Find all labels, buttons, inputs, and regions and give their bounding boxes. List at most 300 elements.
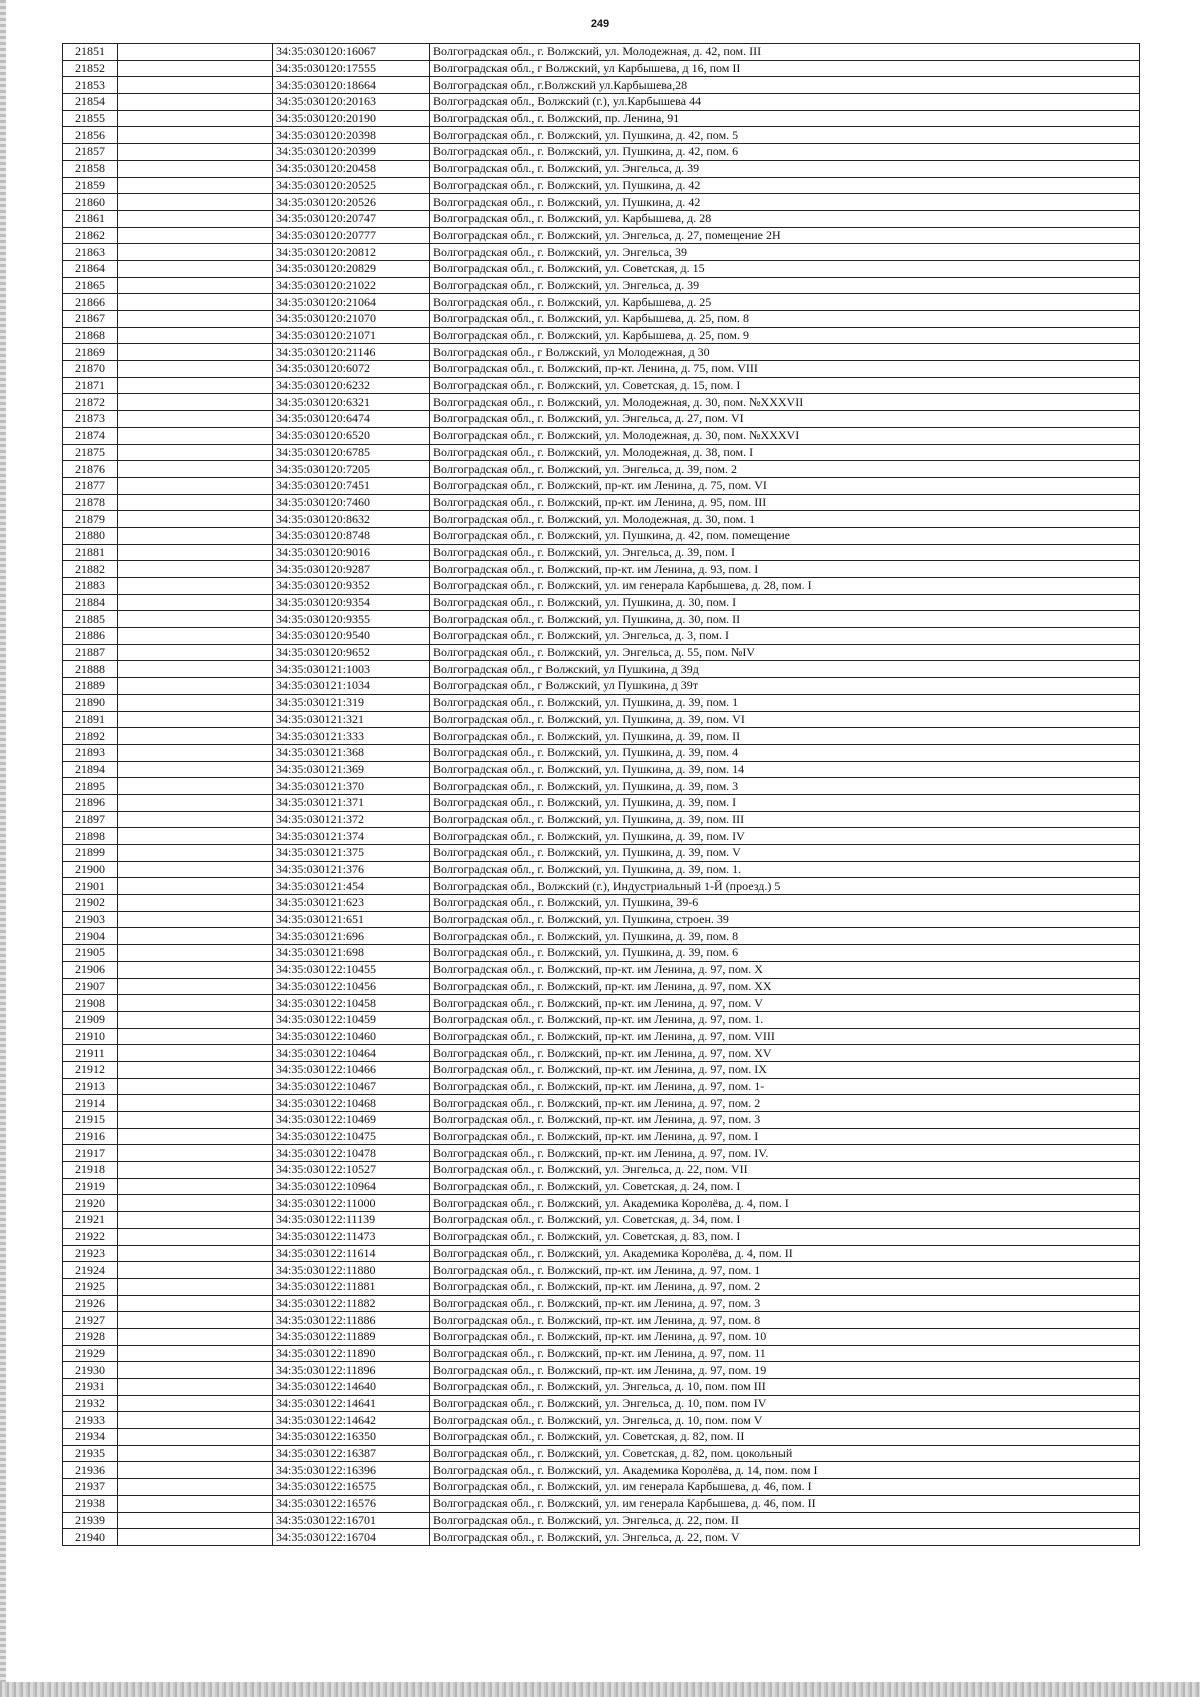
blank-cell [118,1412,273,1429]
blank-cell [118,1529,273,1546]
row-number: 21904 [63,928,118,945]
row-number: 21862 [63,227,118,244]
address: Волгоградская обл., г. Волжский, ул. Молодежная, д. 30, пом. №XXXVII [430,394,1140,411]
table-row [63,544,1140,561]
blank-cell [118,194,273,211]
table-row [63,511,1140,528]
table-row [63,1395,1140,1412]
table-row [63,611,1140,628]
cadastral-number: 34:35:030120:6520 [273,427,430,444]
address: Волгоградская обл., г. Волжский, ул. Пушкина, д. 39, пом. 3 [430,778,1140,795]
blank-cell [118,661,273,678]
row-number: 21853 [63,77,118,94]
cadastral-number: 34:35:030122:10468 [273,1095,430,1112]
table-row [63,277,1140,294]
address: Волгоградская обл., г Волжский, ул Карбышева, д 16, пом II [430,60,1140,77]
table-row [63,744,1140,761]
row-number: 21879 [63,511,118,528]
blank-cell [118,1362,273,1379]
address: Волгоградская обл., г. Волжский, ул. Карбышева, д. 28 [430,210,1140,227]
row-number: 21852 [63,60,118,77]
blank-cell [118,144,273,161]
blank-cell [118,1178,273,1195]
cadastral-number: 34:35:030122:10456 [273,978,430,995]
address: Волгоградская обл., г. Волжский, пр-кт. им Ленина, д. 97, пом. 11 [430,1345,1140,1362]
table-row [63,594,1140,611]
address: Волгоградская обл., г. Волжский, ул. Пушкина, д. 39, пом. V [430,845,1140,862]
blank-cell [118,277,273,294]
cadastral-number: 34:35:030121:368 [273,744,430,761]
address: Волгоградская обл., г. Волжский, пр-кт. им Ленина, д. 97, пом. 19 [430,1362,1140,1379]
address: Волгоградская обл., г. Волжский, ул. Советская, д. 24, пом. I [430,1178,1140,1195]
table-row [63,861,1140,878]
table-row [63,1162,1140,1179]
blank-cell [118,461,273,478]
row-number: 21900 [63,861,118,878]
cadastral-number: 34:35:030120:20526 [273,194,430,211]
cadastral-number: 34:35:030120:18664 [273,77,430,94]
row-number: 21873 [63,411,118,428]
row-number: 21925 [63,1278,118,1295]
table-row [63,1512,1140,1529]
address: Волгоградская обл., г. Волжский, ул. Энгельса, д. 39 [430,160,1140,177]
cadastral-number: 34:35:030122:10469 [273,1112,430,1129]
row-number: 21927 [63,1312,118,1329]
row-number: 21908 [63,995,118,1012]
row-number: 21882 [63,561,118,578]
row-number: 21887 [63,644,118,661]
blank-cell [118,1162,273,1179]
row-number: 21892 [63,728,118,745]
address: Волгоградская обл., г. Волжский, ул. Пушкина, д. 39, пом. III [430,811,1140,828]
row-number: 21881 [63,544,118,561]
address: Волгоградская обл., г. Волжский, пр-кт. им Ленина, д. 97, пом. 1 [430,1262,1140,1279]
table-row [63,1262,1140,1279]
row-number: 21885 [63,611,118,628]
cadastral-number: 34:35:030120:7460 [273,494,430,511]
table-row [63,1061,1140,1078]
row-number: 21901 [63,878,118,895]
blank-cell [118,1228,273,1245]
address: Волгоградская обл., г. Волжский, ул. Академика Королёва, д. 4, пом. II [430,1245,1140,1262]
blank-cell [118,911,273,928]
address: Волгоградская обл., г. Волжский, пр-кт. им Ленина, д. 97, пом. 2 [430,1095,1140,1112]
table-row [63,527,1140,544]
blank-cell [118,644,273,661]
cadastral-number: 34:35:030121:1003 [273,661,430,678]
row-number: 21883 [63,578,118,595]
row-number: 21876 [63,461,118,478]
blank-cell [118,778,273,795]
cadastral-number: 34:35:030120:6474 [273,411,430,428]
row-number: 21939 [63,1512,118,1529]
table-row [63,127,1140,144]
table-row [63,244,1140,261]
table-row [63,1529,1140,1546]
cadastral-number: 34:35:030122:11139 [273,1212,430,1229]
blank-cell [118,995,273,1012]
blank-cell [118,1479,273,1496]
blank-cell [118,1028,273,1045]
cadastral-number: 34:35:030122:11882 [273,1295,430,1312]
table-row [63,945,1140,962]
blank-cell [118,928,273,945]
cadastral-number: 34:35:030120:6072 [273,361,430,378]
blank-cell [118,177,273,194]
table-row [63,311,1140,328]
blank-cell [118,494,273,511]
cadastral-number: 34:35:030120:20747 [273,210,430,227]
table-row [63,1312,1140,1329]
cadastral-number: 34:35:030122:11886 [273,1312,430,1329]
address: Волгоградская обл., г. Волжский, ул. Энгельса, д. 39, пом. I [430,544,1140,561]
cadastral-number: 34:35:030120:16067 [273,44,430,61]
cadastral-number: 34:35:030122:16701 [273,1512,430,1529]
table-row [63,294,1140,311]
cadastral-number: 34:35:030121:698 [273,945,430,962]
row-number: 21910 [63,1028,118,1045]
blank-cell [118,477,273,494]
cadastral-number: 34:35:030121:372 [273,811,430,828]
row-number: 21860 [63,194,118,211]
table-row [63,194,1140,211]
address: Волгоградская обл., г. Волжский, ул. Молодежная, д. 30, пом. №XXXVI [430,427,1140,444]
blank-cell [118,60,273,77]
table-row [63,44,1140,61]
address: Волгоградская обл., г. Волжский, ул. Пушкина, строен. 39 [430,911,1140,928]
blank-cell [118,961,273,978]
cadastral-number: 34:35:030121:374 [273,828,430,845]
blank-cell [118,1328,273,1345]
blank-cell [118,1512,273,1529]
address: Волгоградская обл., г. Волжский, пр-кт. им Ленина, д. 75, пом. VI [430,477,1140,494]
blank-cell [118,945,273,962]
blank-cell [118,44,273,61]
row-number: 21930 [63,1362,118,1379]
blank-cell [118,611,273,628]
table-row [63,794,1140,811]
address: Волгоградская обл., г. Волжский, ул. Пушкина, д. 30, пом. II [430,611,1140,628]
property-register-table [62,43,1140,1546]
cadastral-number: 34:35:030120:8632 [273,511,430,528]
blank-cell [118,1212,273,1229]
cadastral-number: 34:35:030122:11473 [273,1228,430,1245]
scan-edge-bottom [0,1682,1200,1697]
address: Волгоградская обл., г. Волжский, ул. Карбышева, д. 25 [430,294,1140,311]
table-row [63,1245,1140,1262]
row-number: 21928 [63,1328,118,1345]
address: Волгоградская обл., г. Волжский, ул. Пушкина, д. 42 [430,194,1140,211]
table-row [63,1011,1140,1028]
cadastral-number: 34:35:030122:10464 [273,1045,430,1062]
row-number: 21924 [63,1262,118,1279]
row-number: 21854 [63,94,118,111]
blank-cell [118,1462,273,1479]
blank-cell [118,1495,273,1512]
table-row [63,644,1140,661]
cadastral-number: 34:35:030120:21071 [273,327,430,344]
row-number: 21912 [63,1061,118,1078]
cadastral-number: 34:35:030122:10455 [273,961,430,978]
blank-cell [118,527,273,544]
row-number: 21863 [63,244,118,261]
address: Волгоградская обл., г. Волжский, ул. Пушкина, д. 42, пом. 6 [430,144,1140,161]
blank-cell [118,411,273,428]
table-row [63,1178,1140,1195]
cadastral-number: 34:35:030122:11890 [273,1345,430,1362]
address: Волгоградская обл., г. Волжский, ул. Карбышева, д. 25, пом. 9 [430,327,1140,344]
address: Волгоградская обл., г. Волжский, пр-кт. им Ленина, д. 97, пом. V [430,995,1140,1012]
cadastral-number: 34:35:030120:9016 [273,544,430,561]
table-row [63,1495,1140,1512]
row-number: 21918 [63,1162,118,1179]
table-row [63,761,1140,778]
table-row [63,811,1140,828]
row-number: 21884 [63,594,118,611]
blank-cell [118,1379,273,1396]
row-number: 21905 [63,945,118,962]
blank-cell [118,444,273,461]
row-number: 21870 [63,361,118,378]
table-row [63,1028,1140,1045]
blank-cell [118,260,273,277]
table-row [63,177,1140,194]
address: Волгоградская обл., г. Волжский, ул. Энгельса, д. 22, пом. VII [430,1162,1140,1179]
table-row [63,1429,1140,1446]
address: Волгоградская обл., г. Волжский, ул. Пушкина, д. 39, пом. 4 [430,744,1140,761]
row-number: 21898 [63,828,118,845]
address: Волгоградская обл., г. Волжский, ул. Пушкина, д. 42 [430,177,1140,194]
blank-cell [118,1245,273,1262]
address: Волгоградская обл., г. Волжский, пр-кт. им Ленина, д. 97, пом. XX [430,978,1140,995]
row-number: 21933 [63,1412,118,1429]
row-number: 21914 [63,1095,118,1112]
cadastral-number: 34:35:030121:454 [273,878,430,895]
address: Волгоградская обл., г. Волжский, ул. Энгельса, д. 39 [430,277,1140,294]
cadastral-number: 34:35:030120:9287 [273,561,430,578]
row-number: 21857 [63,144,118,161]
address: Волгоградская обл., г. Волжский, пр-кт. Ленина, д. 75, пом. VIII [430,361,1140,378]
table-row [63,845,1140,862]
table-row [63,828,1140,845]
blank-cell [118,294,273,311]
address: Волгоградская обл., г. Волжский, пр-кт. им Ленина, д. 97, пом. 3 [430,1295,1140,1312]
address: Волгоградская обл., г Волжский, ул Пушкина, д 39д [430,661,1140,678]
cadastral-number: 34:35:030122:11880 [273,1262,430,1279]
row-number: 21859 [63,177,118,194]
address: Волгоградская обл., г. Волжский, ул. Энгельса, д. 27, помещение 2Н [430,227,1140,244]
address: Волгоградская обл., г. Волжский, пр-кт. им Ленина, д. 93, пом. I [430,561,1140,578]
address: Волгоградская обл., г. Волжский, ул. Академика Королёва, д. 4, пом. I [430,1195,1140,1212]
table-row [63,694,1140,711]
table-row [63,394,1140,411]
row-number: 21916 [63,1128,118,1145]
address: Волгоградская обл., г. Волжский, пр-кт. им Ленина, д. 97, пом. 2 [430,1278,1140,1295]
address: Волгоградская обл., г. Волжский, ул. Советская, д. 34, пом. I [430,1212,1140,1229]
blank-cell [118,1045,273,1062]
address: Волгоградская обл., г. Волжский, пр-кт. им Ленина, д. 97, пом. 3 [430,1112,1140,1129]
blank-cell [118,694,273,711]
blank-cell [118,1312,273,1329]
cadastral-number: 34:35:030122:10460 [273,1028,430,1045]
blank-cell [118,1395,273,1412]
address: Волгоградская обл., г. Волжский, пр-кт. им Ленина, д. 97, пом. I [430,1128,1140,1145]
address: Волгоградская обл., г. Волжский, ул. Пушкина, 39-6 [430,895,1140,912]
table-row [63,1112,1140,1129]
cadastral-number: 34:35:030122:16350 [273,1429,430,1446]
blank-cell [118,244,273,261]
cadastral-number: 34:35:030120:8748 [273,527,430,544]
address: Волгоградская обл., г. Волжский, ул. Энгельса, д. 10, пом. пом III [430,1379,1140,1396]
cadastral-number: 34:35:030121:623 [273,895,430,912]
blank-cell [118,861,273,878]
table-row [63,928,1140,945]
blank-cell [118,127,273,144]
table-row [63,1145,1140,1162]
row-number: 21935 [63,1445,118,1462]
row-number: 21917 [63,1145,118,1162]
row-number: 21919 [63,1178,118,1195]
address: Волгоградская обл., г. Волжский, ул. Советская, д. 15 [430,260,1140,277]
blank-cell [118,1095,273,1112]
table-row [63,628,1140,645]
row-number: 21880 [63,527,118,544]
address: Волгоградская обл., г. Волжский, ул. Советская, д. 83, пом. I [430,1228,1140,1245]
cadastral-number: 34:35:030122:10475 [273,1128,430,1145]
table-row [63,895,1140,912]
table-row [63,1095,1140,1112]
address: Волгоградская обл., г Волжский, ул Молодежная, д 30 [430,344,1140,361]
blank-cell [118,110,273,127]
cadastral-number: 34:35:030120:20777 [273,227,430,244]
address: Волгоградская обл., г. Волжский, пр-кт. им Ленина, д. 97, пом. 1. [430,1011,1140,1028]
page-number: 249 [590,18,610,30]
address: Волгоградская обл., г. Волжский, ул. Энгельса, д. 55, пом. №IV [430,644,1140,661]
blank-cell [118,1112,273,1129]
row-number: 21896 [63,794,118,811]
cadastral-number: 34:35:030122:10458 [273,995,430,1012]
cadastral-number: 34:35:030121:370 [273,778,430,795]
row-number: 21869 [63,344,118,361]
row-number: 21891 [63,711,118,728]
cadastral-number: 34:35:030120:21064 [273,294,430,311]
row-number: 21897 [63,811,118,828]
table-row [63,411,1140,428]
blank-cell [118,210,273,227]
cadastral-number: 34:35:030122:14640 [273,1379,430,1396]
row-number: 21874 [63,427,118,444]
address: Волгоградская обл., г. Волжский, ул. Пушкина, д. 42, пом. помещение [430,527,1140,544]
cadastral-number: 34:35:030121:369 [273,761,430,778]
address: Волгоградская обл., г. Волжский, пр-кт. им Ленина, д. 97, пом. 8 [430,1312,1140,1329]
cadastral-number: 34:35:030120:6785 [273,444,430,461]
cadastral-number: 34:35:030122:10527 [273,1162,430,1179]
cadastral-number: 34:35:030121:696 [273,928,430,945]
cadastral-number: 34:35:030121:651 [273,911,430,928]
cadastral-number: 34:35:030120:21146 [273,344,430,361]
cadastral-number: 34:35:030120:9652 [273,644,430,661]
table-row [63,160,1140,177]
row-number: 21886 [63,628,118,645]
blank-cell [118,1429,273,1446]
blank-cell [118,578,273,595]
cadastral-number: 34:35:030120:20525 [273,177,430,194]
blank-cell [118,878,273,895]
blank-cell [118,594,273,611]
table-row [63,344,1140,361]
row-number: 21890 [63,694,118,711]
address: Волгоградская обл., г. Волжский, пр-кт. им Ленина, д. 97, пом. VIII [430,1028,1140,1045]
table-row [63,911,1140,928]
blank-cell [118,377,273,394]
table-row [63,227,1140,244]
cadastral-number: 34:35:030120:21070 [273,311,430,328]
row-number: 21938 [63,1495,118,1512]
row-number: 21913 [63,1078,118,1095]
table-row [63,1195,1140,1212]
cadastral-number: 34:35:030122:16396 [273,1462,430,1479]
cadastral-number: 34:35:030120:20398 [273,127,430,144]
address: Волгоградская обл., Волжский (г.), ул.Карбышева 44 [430,94,1140,111]
address: Волгоградская обл., г. Волжский, ул. им генерала Карбышева, д. 28, пом. I [430,578,1140,595]
row-number: 21893 [63,744,118,761]
table-row [63,94,1140,111]
table-row [63,961,1140,978]
address: Волгоградская обл., г. Волжский, ул. им генерала Карбышева, д. 46, пом. I [430,1479,1140,1496]
address: Волгоградская обл., г. Волжский, ул. Пушкина, д. 42, пом. 5 [430,127,1140,144]
table-row [63,1228,1140,1245]
address: Волгоградская обл., г. Волжский, ул. Энгельса, д. 3, пом. I [430,628,1140,645]
cadastral-number: 34:35:030122:16704 [273,1529,430,1546]
blank-cell [118,427,273,444]
cadastral-number: 34:35:030121:321 [273,711,430,728]
address: Волгоградская обл., г. Волжский, ул. Пушкина, д. 30, пом. I [430,594,1140,611]
blank-cell [118,811,273,828]
table-row [63,1379,1140,1396]
table-row [63,210,1140,227]
blank-cell [118,1262,273,1279]
blank-cell [118,394,273,411]
cadastral-number: 34:35:030120:20163 [273,94,430,111]
blank-cell [118,361,273,378]
table-row [63,1445,1140,1462]
blank-cell [118,227,273,244]
cadastral-number: 34:35:030120:17555 [273,60,430,77]
address: Волгоградская обл., г. Волжский, ул. Пушкина, д. 39, пом. 8 [430,928,1140,945]
blank-cell [118,1345,273,1362]
blank-cell [118,711,273,728]
row-number: 21878 [63,494,118,511]
table-row [63,60,1140,77]
address: Волгоградская обл., г. Волжский, пр-кт. им Ленина, д. 97, пом. 1- [430,1078,1140,1095]
address: Волгоградская обл., г. Волжский, пр-кт. им Ленина, д. 97, пом. X [430,961,1140,978]
address: Волгоградская обл., г. Волжский, ул. Молодежная, д. 30, пом. 1 [430,511,1140,528]
address: Волгоградская обл., г Волжский, ул Пушкина, д 39т [430,678,1140,695]
blank-cell [118,845,273,862]
address: Волгоградская обл., г. Волжский, ул. Академика Королёва, д. 14, пом. пом I [430,1462,1140,1479]
blank-cell [118,561,273,578]
row-number: 21909 [63,1011,118,1028]
row-number: 21931 [63,1379,118,1396]
row-number: 21934 [63,1429,118,1446]
cadastral-number: 34:35:030121:333 [273,728,430,745]
address: Волгоградская обл., Волжский (г.), Индустриальный 1-Й (проезд.) 5 [430,878,1140,895]
row-number: 21856 [63,127,118,144]
row-number: 21861 [63,210,118,227]
cadastral-number: 34:35:030122:11889 [273,1328,430,1345]
cadastral-number: 34:35:030120:20190 [273,110,430,127]
cadastral-number: 34:35:030122:10478 [273,1145,430,1162]
